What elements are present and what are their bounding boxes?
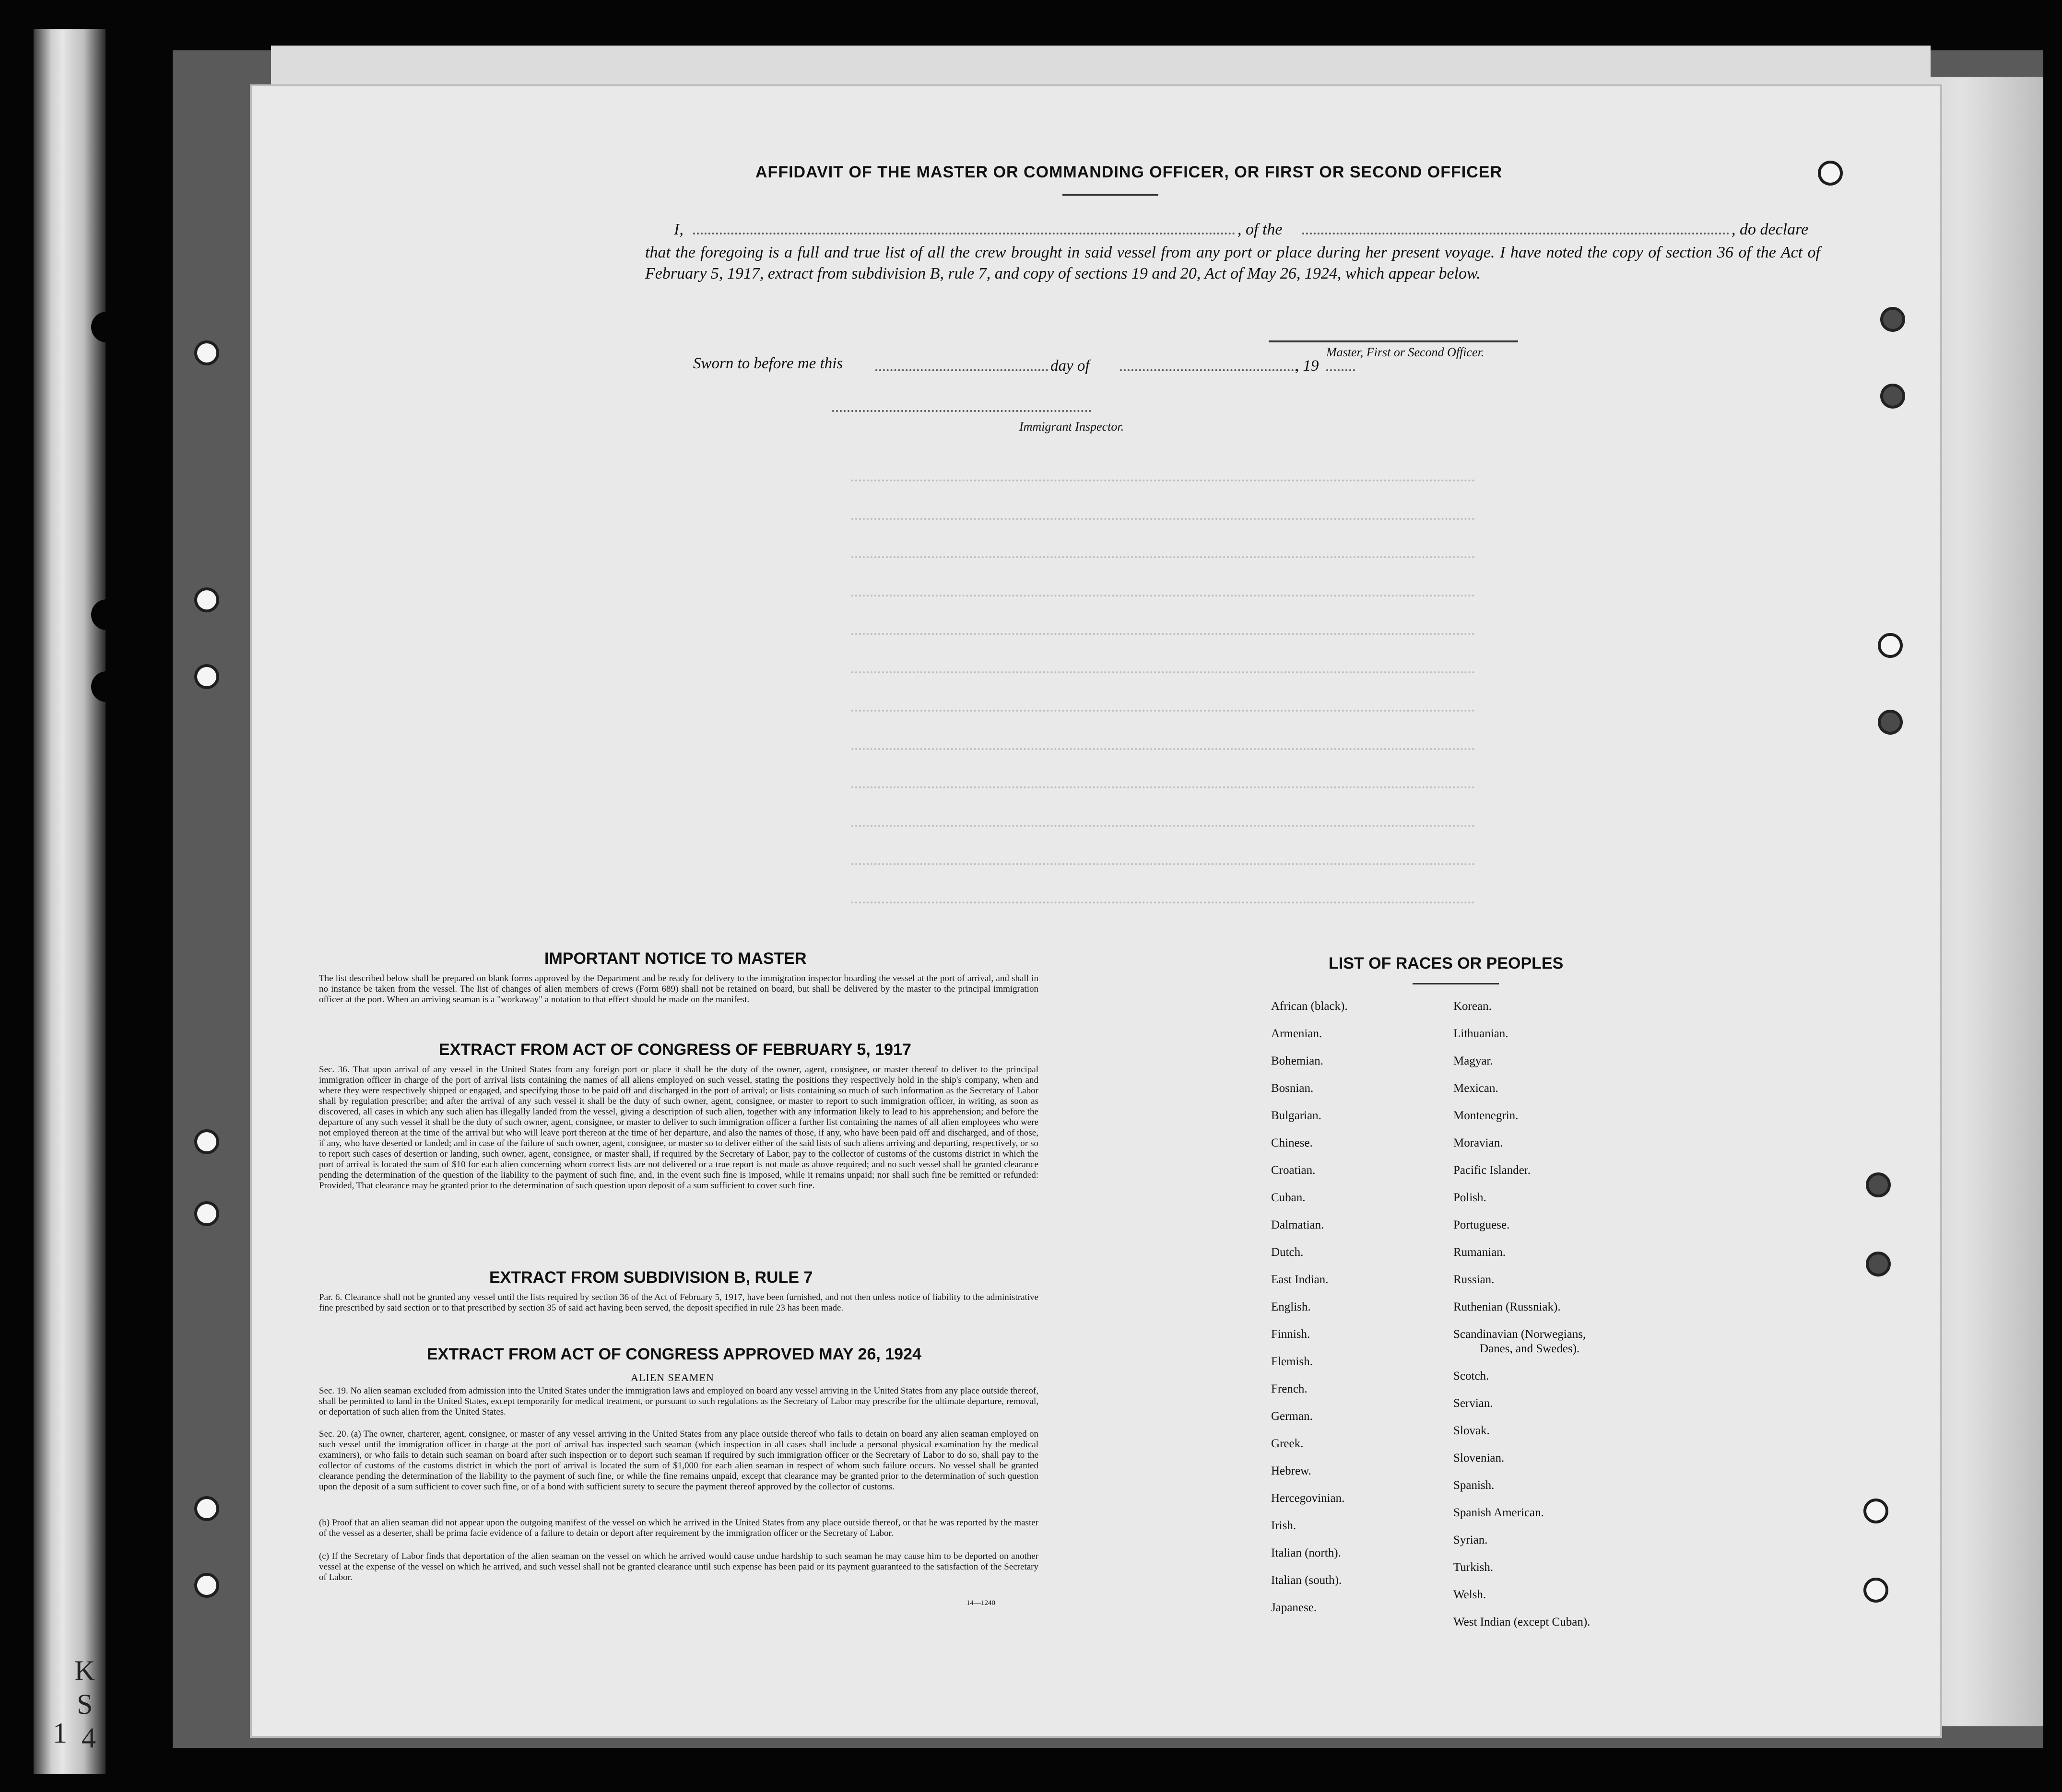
race-item: Finnish.: [1271, 1328, 1310, 1341]
race-item: Scandinavian (Norwegians,: [1453, 1328, 1586, 1341]
bleed-through-row: [851, 518, 1475, 523]
bleed-through-row: [851, 710, 1475, 714]
race-item: German.: [1271, 1410, 1313, 1423]
binder-hole: [1880, 384, 1905, 409]
binder-hole: [194, 340, 219, 365]
binder-hole: [91, 312, 122, 342]
race-item: Portuguese.: [1453, 1218, 1510, 1231]
sworn-year-blank[interactable]: [1326, 369, 1355, 371]
vessel-blank[interactable]: [1302, 233, 1729, 234]
race-item: Italian (south).: [1271, 1574, 1342, 1587]
race-item: Magyar.: [1453, 1054, 1493, 1067]
race-item: Spanish American.: [1453, 1506, 1544, 1519]
race-item: Lithuanian.: [1453, 1027, 1508, 1040]
race-item: Bulgarian.: [1271, 1109, 1321, 1122]
margin-mark: 1: [53, 1717, 67, 1749]
race-item: English.: [1271, 1300, 1311, 1313]
bleed-through-row: [851, 786, 1475, 791]
race-item: Scotch.: [1453, 1370, 1489, 1382]
notice-text: The list described below shall be prepared on blank forms approved by the Department and be ready for delivery to the immigration inspector boarding the vessel at the port of arrival, and shall in no instance be taken from the vessel. The list of changes of alien members of crews (Form 689) shall not be retained on board, but shall be delivered by the master to the principal immigration officer at the port. When an arriving seaman is a "workaway" a notation to that effect should be made on the manifest.: [319, 973, 1038, 1005]
race-item: Bohemian.: [1271, 1054, 1324, 1067]
binder-hole: [1863, 1499, 1888, 1523]
race-item: Bosnian.: [1271, 1082, 1314, 1095]
race-item: Pacific Islander.: [1453, 1164, 1531, 1177]
title-underline: [1062, 194, 1158, 196]
affidavit-do-declare: , do declare: [1732, 221, 1809, 238]
bleed-through-row: [851, 556, 1475, 561]
inspector-label: Immigrant Inspector.: [1019, 420, 1124, 433]
bleed-through-row: [851, 595, 1475, 599]
binder-hole: [1863, 1578, 1888, 1603]
race-item: Chinese.: [1271, 1136, 1313, 1149]
race-item: Turkish.: [1453, 1561, 1494, 1574]
race-item: Cuban.: [1271, 1191, 1306, 1204]
binder-hole: [91, 599, 122, 630]
sheet-top-edge: [271, 46, 1931, 91]
sec19-text: Sec. 19. No alien seaman excluded from admission into the United States under the immigration laws and employed on board any vessel arriving in the United States from any place outside thereof, shall be permitted to land in the United States, except temporarily for medical treatment, or pursuant to such regulations as the Secretary of Labor may prescribe for the ultimate departure, removal, or deportation of such alien from the United States.: [319, 1386, 1038, 1417]
margin-mark: S: [77, 1688, 93, 1720]
race-item: Hercegovinian.: [1271, 1492, 1345, 1505]
master-signature-line[interactable]: [1269, 340, 1518, 342]
sworn-year: , 19: [1295, 357, 1319, 375]
sworn-month-blank[interactable]: [1120, 369, 1297, 371]
races-right-column: [1453, 993, 1590, 1636]
race-item: Welsh.: [1453, 1588, 1486, 1601]
race-item: Dutch.: [1271, 1246, 1304, 1259]
affidavit-i: I,: [674, 221, 683, 238]
binder-hole: [1878, 633, 1903, 658]
race-item: Montenegrin.: [1453, 1109, 1519, 1122]
sec20a-text: Sec. 20. (a) The owner, charterer, agent, consignee, or master of any vessel arriving in the United States from any place outside thereof who fails to detain on board any alien seaman employed on such vessel until the immigration officer in charge at the port of arrival has inspected such seaman (which inspection in all cases shall include a personal physical examination by the medical examiners), or who fails to detain such seaman on board after such inspection or to deport such seaman if required by such immigration officer or the Secretary of Labor to do so, shall pay to the collector of customs of the customs district in which the port of arrival is located the sum of $1,000 for each alien seaman in respect of whom such failure occurs. No vessel shall be granted clearance pending the determination of the liability to the payment of such fine, or while the fine remains unpaid, except that clearance may be granted prior to the determination of such question upon the deposit of a sum sufficient to cover such fine, or of a bond with sufficient surety to secure the payment thereof approved by the collector of customs.: [319, 1429, 1038, 1492]
alien-seamen-subtitle: ALIEN SEAMEN: [631, 1371, 714, 1383]
sworn-day-of: day of: [1050, 357, 1090, 375]
bleed-through-row: [851, 633, 1475, 638]
race-item: Hebrew.: [1271, 1464, 1311, 1477]
extract-rule7-title: EXTRACT FROM SUBDIVISION B, RULE 7: [489, 1268, 813, 1287]
race-item: Slovak.: [1453, 1424, 1490, 1437]
race-item: Irish.: [1271, 1519, 1296, 1532]
binder-hole: [1878, 710, 1903, 735]
race-item: East Indian.: [1271, 1273, 1329, 1286]
races-title: LIST OF RACES OR PEOPLES: [1329, 954, 1564, 972]
race-item: Japanese.: [1271, 1601, 1317, 1614]
race-item: African (black).: [1271, 1000, 1348, 1013]
race-item: Syrian.: [1453, 1534, 1488, 1546]
races-left-column: [1271, 993, 1348, 1621]
sworn-day-blank[interactable]: [875, 369, 1048, 371]
bleed-through-row: [851, 825, 1475, 830]
binder-hole: [194, 1201, 219, 1226]
race-item: Dalmatian.: [1271, 1218, 1324, 1231]
affidavit-body-text: that the foregoing is a full and true list of all the crew brought in said vessel from any port or place during her present voyage. I have noted the copy of section 36 of the Act of February 5, 1917, extract from subdivision B, rule 7, and copy of sections 19 and 20, Act of May 26, 1924, which appear below.: [645, 244, 1820, 282]
margin-mark: K: [74, 1655, 95, 1687]
inspector-signature-line[interactable]: [832, 410, 1091, 412]
binder-hole: [194, 1573, 219, 1598]
binder-hole: [194, 1496, 219, 1521]
race-item: Italian (north).: [1271, 1546, 1341, 1559]
name-blank[interactable]: [693, 233, 1235, 234]
bleed-through-row: [851, 748, 1475, 753]
race-item: Flemish.: [1271, 1355, 1313, 1368]
adjacent-page-edge: [34, 29, 106, 1774]
extract-1917-title: EXTRACT FROM ACT OF CONGRESS OF FEBRUARY 5, 1917: [439, 1041, 911, 1059]
race-item: Spanish.: [1453, 1479, 1495, 1492]
race-item: French.: [1271, 1382, 1308, 1395]
bleed-through-row: [851, 671, 1475, 676]
binder-hole: [194, 1129, 219, 1154]
races-title-underline: [1413, 983, 1499, 984]
sworn-prefix: Sworn to before me this: [693, 355, 843, 372]
master-label: Master, First or Second Officer.: [1326, 345, 1485, 359]
race-item: Greek.: [1271, 1437, 1304, 1450]
extract-1924-title: EXTRACT FROM ACT OF CONGRESS APPROVED MAY 26, 1924: [427, 1345, 921, 1363]
race-item: Moravian.: [1453, 1136, 1503, 1149]
race-item: Ruthenian (Russniak).: [1453, 1300, 1561, 1313]
race-item: Servian.: [1453, 1397, 1493, 1410]
race-item: Danes, and Swedes).: [1480, 1342, 1580, 1355]
sec20b-text: (b) Proof that an alien seaman did not appear upon the outgoing manifest of the vessel on which he arrived in the United States from any place outside thereof, or that he was reported by the master of the vessel as a deserter, shall be prima facie evidence of a failure to detain or deport after requirement by the immigration officer or the Secretary of Labor.: [319, 1518, 1038, 1538]
notice-title: IMPORTANT NOTICE TO MASTER: [544, 949, 807, 968]
race-item: Korean.: [1453, 1000, 1492, 1013]
extract-rule7-text: Par. 6. Clearance shall not be granted any vessel until the lists required by section 36 of the Act of February 5, 1917, have been furnished, and not then unless notice of liability to the administrative fine prescribed by said section or to that prescribed by section 35 of said act having been served, the deposit specified in rule 23 has been made.: [319, 1292, 1038, 1313]
margin-mark: 4: [82, 1722, 96, 1754]
binder-hole: [1866, 1172, 1891, 1197]
race-item: Croatian.: [1271, 1164, 1316, 1177]
binder-hole: [1880, 307, 1905, 332]
binder-hole: [194, 664, 219, 689]
binder-hole: [194, 587, 219, 612]
affidavit-body: [645, 242, 1820, 284]
bleed-through-row: [851, 863, 1475, 868]
race-item: Russian.: [1453, 1273, 1495, 1286]
race-item: West Indian (except Cuban).: [1453, 1616, 1591, 1628]
binder-hole: [1866, 1252, 1891, 1277]
affidavit-title: AFFIDAVIT OF THE MASTER OR COMMANDING OFFICER, OR FIRST OR SECOND OFFICER: [755, 163, 1502, 181]
bleed-through-row: [851, 902, 1475, 906]
race-item: Armenian.: [1271, 1027, 1322, 1040]
race-item: Polish.: [1453, 1191, 1486, 1204]
document-sheet: [252, 86, 1940, 1736]
binder-hole: [1818, 161, 1843, 186]
binder-hole: [91, 671, 122, 702]
race-item: Mexican.: [1453, 1082, 1498, 1095]
extract-1917-text: Sec. 36. That upon arrival of any vessel in the United States from any foreign port or place it shall be the duty of the owner, agent, consignee, or master thereof to deliver to the principal immigration officer in charge of the port of arrival lists containing the names of all aliens employed on such vessel, stating the positions they respectively hold in the ship's company, when and where they were respectively shipped or engaged, and specifying those to be paid off and discharged in the port of arrival; or lists containing so much of such information as the Secretary of Labor shall by regulation prescribe; and after the arrival of any such vessel it shall be the duty of such owner, agent, consignee, or master to report to such immigration officer, in writing, as soon as discovered, all cases in which any such alien has illegally landed from the vessel, giving a description of such alien, together with any information likely to lead to his apprehension; and before the departure of any such vessel it shall be the duty of such owner, agent, consignee, or master to deliver to such immigration officer a further list containing the names of all alien employees who were not employed thereon at the time of the arrival but who will leave port thereon at the time of her departure, and also the names of those, if any, who have been paid off and discharged, and of those, if any, who have deserted or landed; and in case of the failure of such owner, agent, consignee, or master so to deliver either of the said lists of such aliens arriving and departing, respectively, or so to report such cases of desertion or landing, such owner, agent, consignee, or master shall, if required by the Secretary of Labor, pay to the collector of customs of the customs district in which the port of arrival is located the sum of $10 for each alien concerning whom correct lists are not delivered or a true report is not made as above required; and no such vessel shall be granted clearance pending the determination of the question of the liability to the payment of such fine, and, in the event such fine is imposed, while it remains unpaid; nor shall such fine be remitted or refunded: Provided, That clearance may be granted prior to the determination of such question upon deposit of a sum sufficient to cover such fine.: [319, 1065, 1038, 1191]
race-item: Slovenian.: [1453, 1452, 1505, 1464]
bleed-through-row: [851, 480, 1475, 484]
form-number: 14—1240: [966, 1599, 995, 1607]
affidavit-of-the: , of the: [1237, 221, 1283, 238]
sec20c-text: (c) If the Secretary of Labor finds that deportation of the alien seaman on the vessel on which he arrived would cause undue hardship to such seaman he may cause him to be deported on another vessel at the expense of the vessel on which he arrived, and such vessel shall not be granted clearance until such expense has been paid or its payment guaranteed to the satisfaction of the Secretary of Labor.: [319, 1551, 1038, 1582]
race-item: Rumanian.: [1453, 1246, 1506, 1259]
